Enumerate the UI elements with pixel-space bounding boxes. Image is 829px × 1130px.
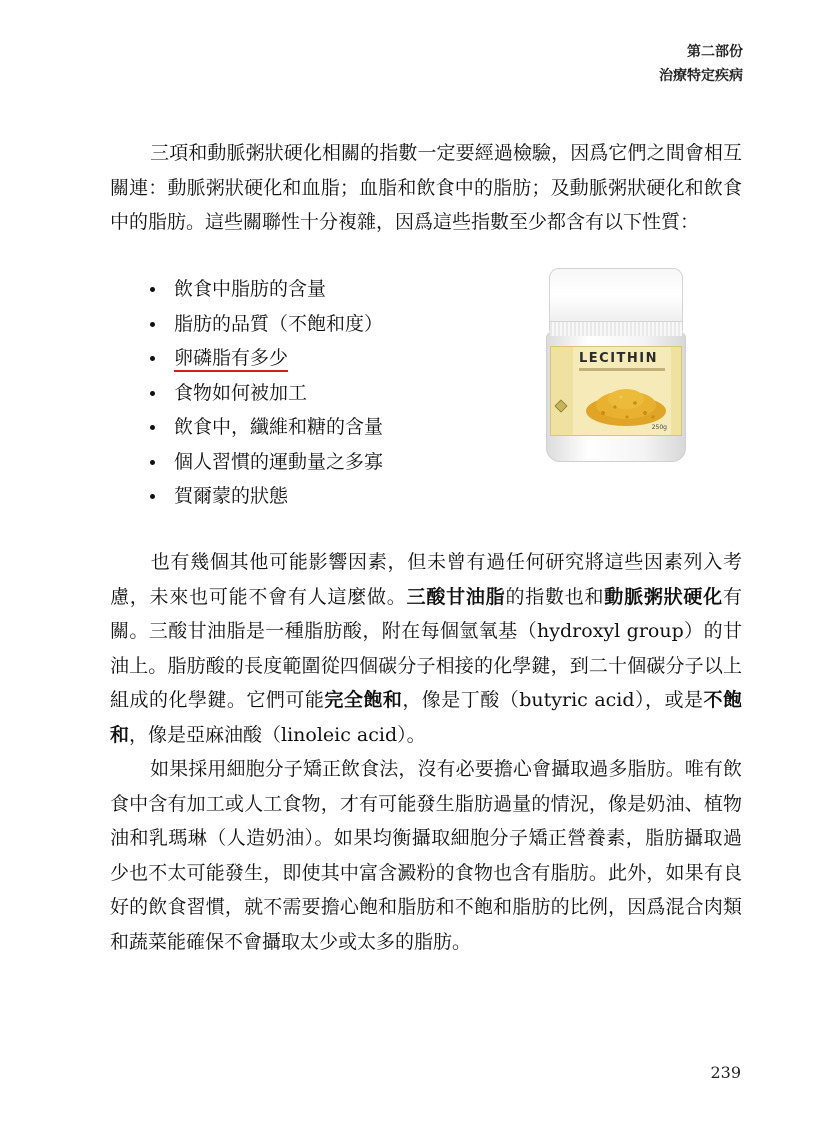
jar-label	[550, 346, 682, 436]
bullet-list	[150, 272, 383, 514]
paragraph-1-text: 三項和動脈粥狀硬化相關的指數一定要經過檢驗，因爲它們之間會相互關連：動脈粥狀硬化和血脂；血脂和飲食中的脂肪；及動脈粥狀硬化和飲食中的脂肪。這些關聯性十分複雜，因爲這些指數至少都含有以下性質：	[110, 142, 742, 233]
list-item: 個人習慣的運動量之多寡	[150, 445, 383, 480]
list-item: 賀爾蒙的狀態	[150, 479, 383, 514]
bold-term-triglyceride: 三酸甘油脂	[406, 585, 506, 608]
paragraph-1	[110, 136, 742, 240]
bold-term-unsaturated: 不飽和	[110, 689, 742, 746]
granules-icon	[583, 377, 669, 427]
list-item: 脂肪的品質（不飽和度）	[150, 307, 383, 342]
jar-lid	[549, 268, 683, 334]
header-section: 治療特定疾病	[659, 68, 743, 84]
list-item	[150, 341, 383, 376]
bold-term-atherosclerosis: 動脈粥狀硬化	[604, 585, 723, 608]
list-item: 飲食中脂肪的含量	[150, 272, 383, 307]
list-item: 飲食中，纖維和糖的含量	[150, 410, 383, 445]
jar-brand: LECITHIN	[579, 351, 659, 366]
highlighted-item: 卵磷脂有多少	[174, 347, 288, 372]
paragraph-2: 也有幾個其他可能影響因素，但未曾有過任何研究將這些因素列入考慮，未來也可能不會有人這麼做。三酸甘油脂的指數也和動脈粥狀硬化有關。三酸甘油脂是一種脂肪酸，附在每個氫氧基（hydroxyl group）的甘油上。脂肪酸的長度範圍從四個碳分子相接的化學鍵，到二十個碳分子以上組成的化學鍵。它們可能完全飽和，像是丁酸（butyric acid），或是不飽和，像是亞麻油酸（linoleic acid）。	[110, 551, 742, 746]
seal-icon	[554, 399, 568, 413]
bold-term-saturated: 完全飽和	[324, 689, 403, 711]
paragraph-3-text: 如果採用細胞分子矯正飲食法，沒有必要擔心會攝取過多脂肪。唯有飲食中含有加工或人工食物，才有可能發生脂肪過量的情況，像是奶油、植物油和乳瑪琳（人造奶油）。如果均衡攝取細胞分子矯正營養素，脂肪攝取過少也不太可能發生，即使其中富含澱粉的食物也含有脂肪。此外，如果有良好的飲食習慣，就不需要擔心飽和脂肪和不飽和脂肪的比例，因爲混合肉類和蔬菜能確保不會攝取太少或太多的脂肪。	[110, 758, 742, 953]
running-header	[659, 40, 743, 88]
header-part: 第二部份	[687, 44, 743, 60]
jar-weight: 250g	[651, 424, 667, 431]
page-number: 239	[710, 1063, 741, 1082]
list-item: 食物如何被加工	[150, 376, 383, 411]
lecithin-jar-image	[546, 268, 686, 468]
paragraph-3	[110, 752, 742, 959]
